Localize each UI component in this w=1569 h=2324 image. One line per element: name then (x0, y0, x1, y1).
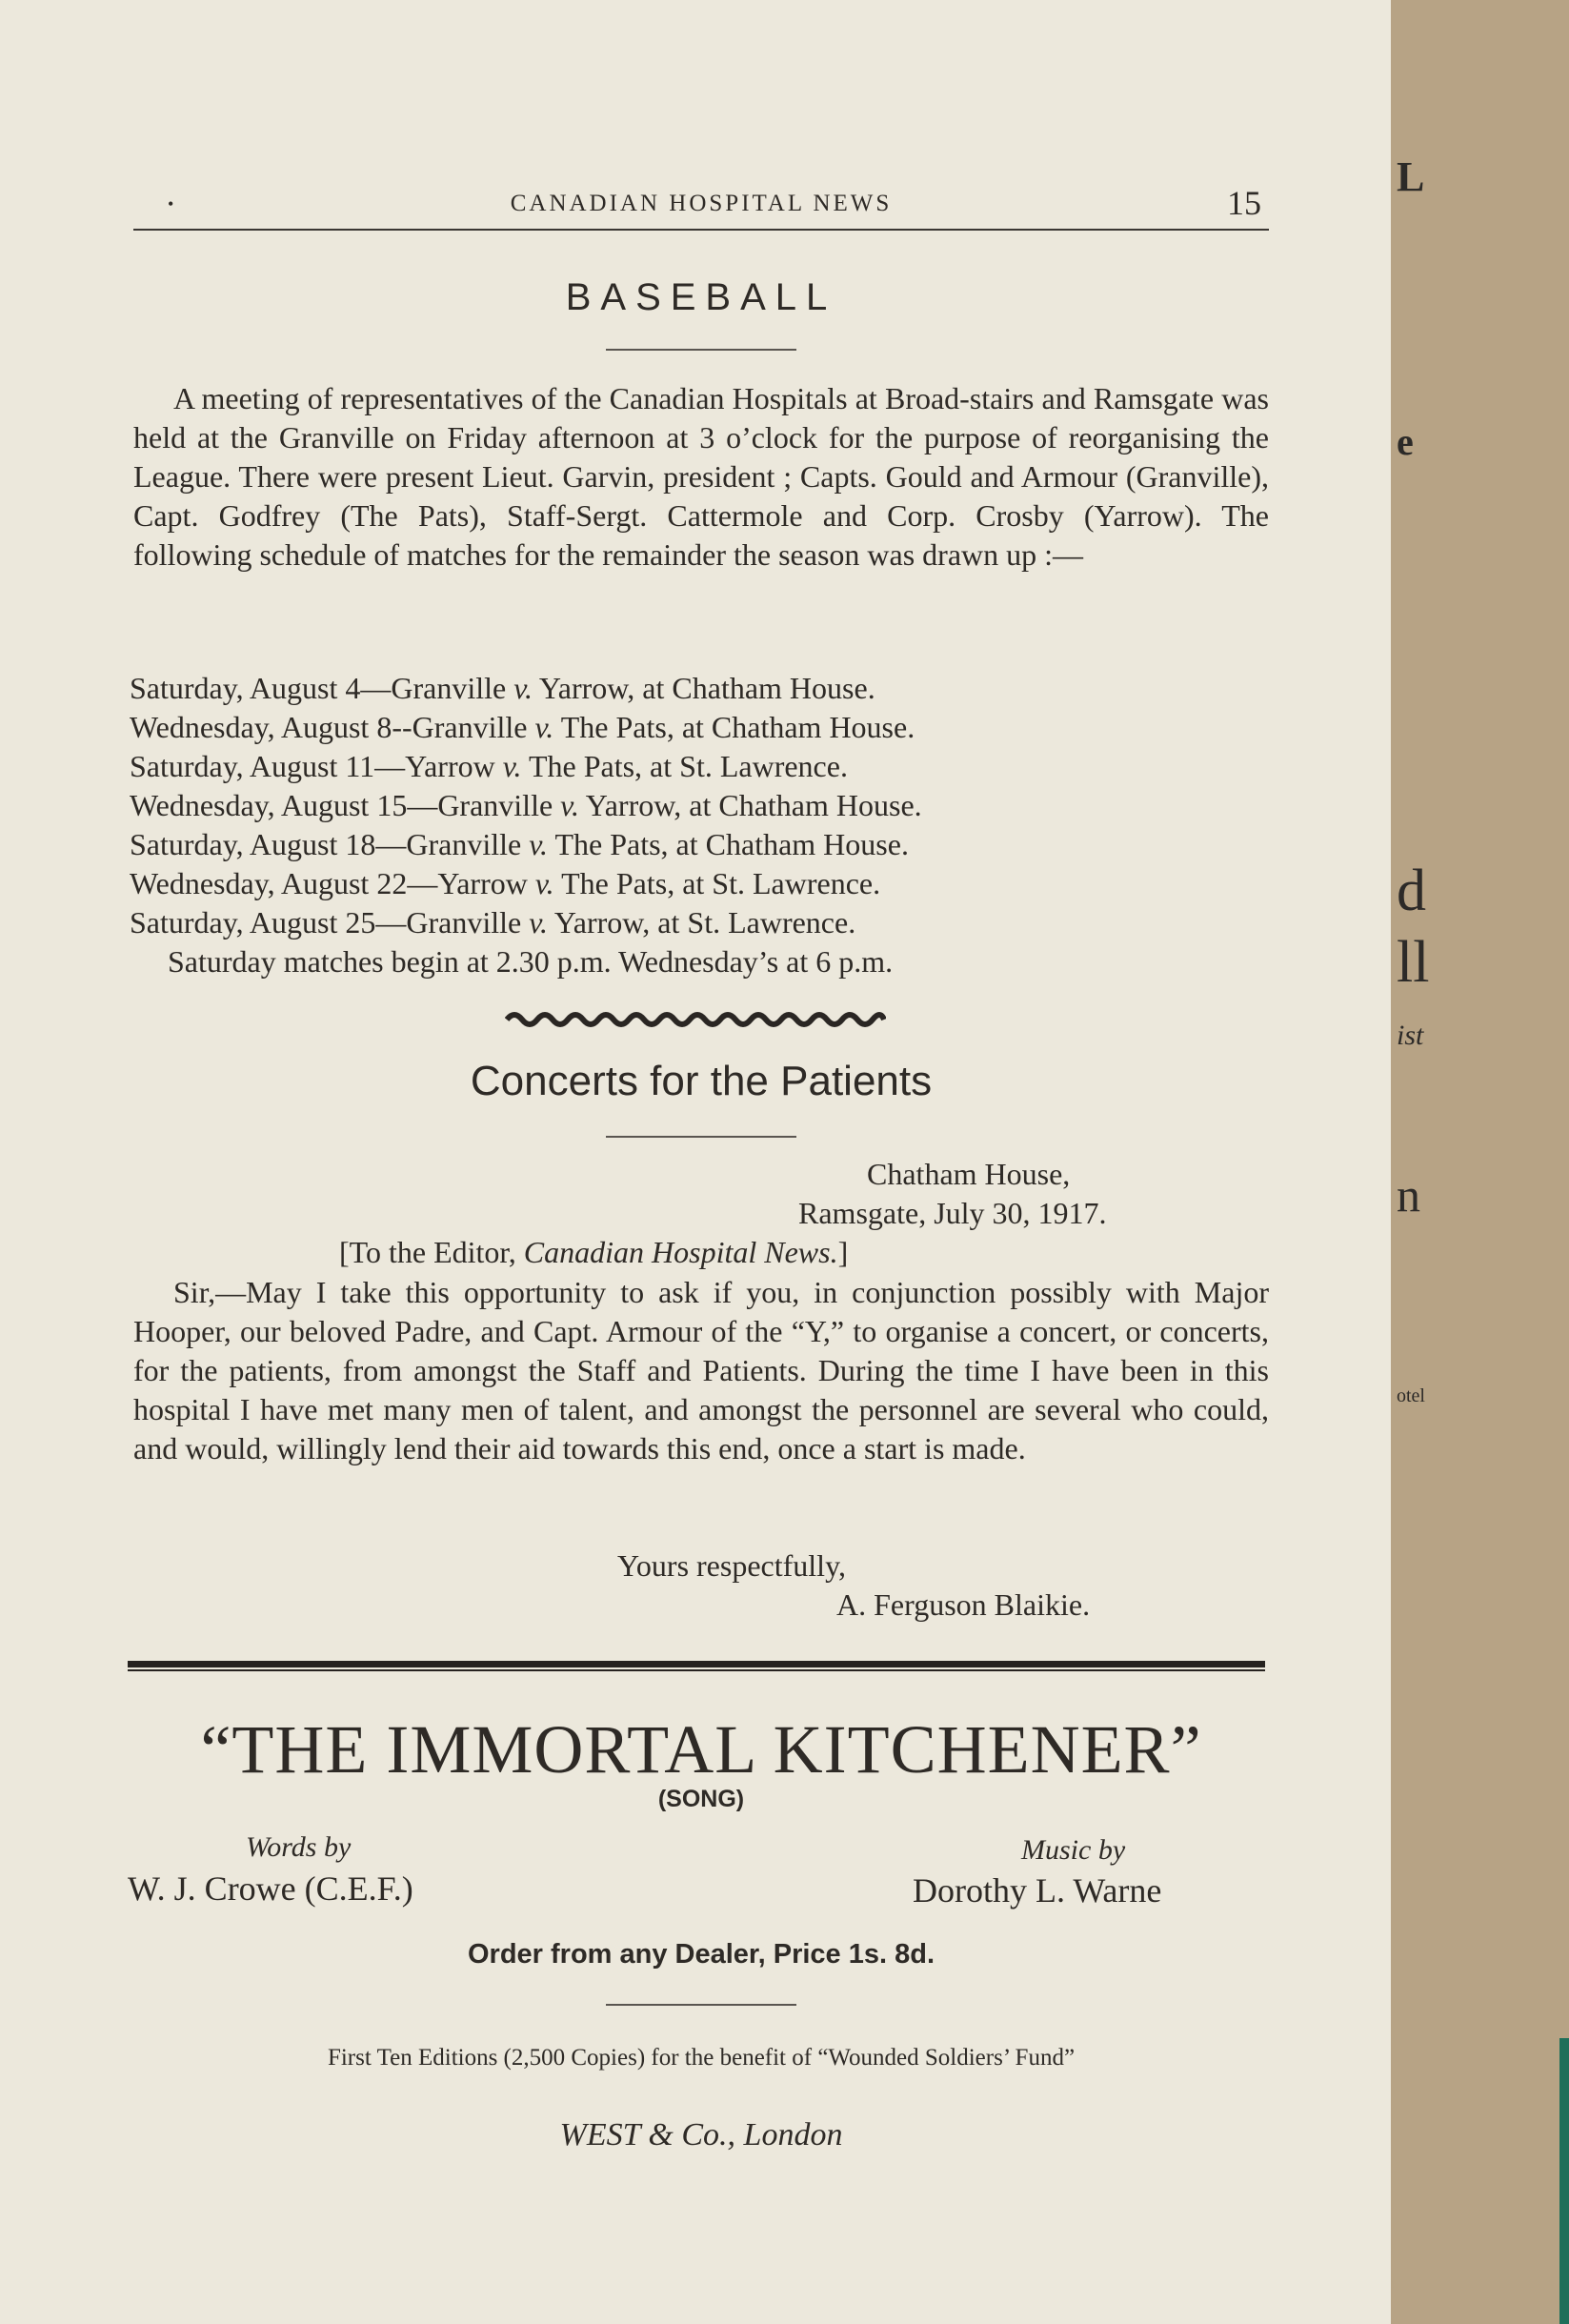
advert-divider (606, 2004, 796, 2006)
match-schedule (130, 669, 1311, 981)
bleed-fragment: ll (1397, 930, 1430, 995)
publisher-line: WEST & Co., London (559, 2117, 843, 2152)
publication-name: Canadian Hospital News. (523, 1235, 838, 1269)
header-dot: • (168, 194, 174, 213)
bleed-fragment: L (1397, 153, 1425, 200)
words-author: W. J. Crowe (C.E.F.) (128, 1869, 413, 1908)
schedule-row: Wednesday, August 8--Granville v. The Pats, at Chatham House. (130, 710, 915, 744)
concerts-heading: Concerts for the Patients (470, 1058, 933, 1104)
letter-address-line2: Ramsgate, July 30, 1917. (798, 1196, 1107, 1230)
schedule-row: Saturday, August 11—Yarrow v. The Pats, at St. Lawrence. (130, 749, 848, 783)
bleed-fragment: ist (1397, 1020, 1424, 1051)
advert-subtitle: (SONG) (657, 1786, 745, 1812)
bleed-fragment: otel (1397, 1385, 1425, 1406)
music-caption: Music by (1021, 1834, 1126, 1866)
words-caption: Words by (246, 1831, 352, 1863)
baseball-intro (133, 379, 1269, 575)
benefit-line: First Ten Editions (2,500 Copies) for the benefit of “Wounded Soldiers’ Fund” (327, 2045, 1076, 2071)
schedule-row: Saturday, August 18—Granville v. The Pats, at Chatham House. (130, 827, 909, 861)
schedule-note: Saturday matches begin at 2.30 p.m. Wednesday’s at 6 p.m. (168, 944, 894, 979)
schedule-row: Wednesday, August 22—Yarrow v. The Pats, at St. Lawrence. (130, 866, 881, 900)
schedule-row: Saturday, August 4—Granville v. Yarrow, at Chatham House. (130, 671, 875, 705)
advert-rule-thick (128, 1661, 1265, 1667)
letter-address-line1: Chatham House, (867, 1157, 1071, 1191)
schedule-row: Wednesday, August 15—Granville v. Yarrow, at Chatham House. (130, 788, 922, 822)
letter-body-text: Sir,—May I take this opportunity to ask if you, in conjunction possibly with Major Hooper, our beloved Padre, and Capt. Armour of the “Y,” to organise a concert, or concerts, for the patients, from amongst the Staff and Patients. During the time I have been in this hospital I have met many men of talent, and amongst the personnel are several who could, and would, willingly lend their aid towards this end, once a start is made. (133, 1275, 1269, 1465)
baseball-intro-text: A meeting of representatives of the Canadian Hospitals at Broad-stairs and Ramsgate was held at the Granville on Friday afternoon at 3 o’clock for the purpose of reorganising the League. There were present Lieut. Garvin, president ; Capts. Gould and Armour (Granville), Capt. Godfrey (The Pats), Staff-Sergt. Cattermole and Corp. Crosby (Yarrow). The following schedule of matches for the remainder the season was drawn up :— (133, 381, 1269, 572)
bleed-fragment: n (1397, 1168, 1420, 1222)
letter-addressee: [To the Editor, Canadian Hospital News.] (339, 1235, 849, 1269)
bleed-fragment: d (1397, 859, 1426, 923)
baseball-heading: BASEBALL (565, 276, 837, 318)
letter-body (133, 1273, 1269, 1468)
advert-rule-thin (128, 1669, 1265, 1671)
schedule-row: Saturday, August 25—Granville v. Yarrow, at St. Lawrence. (130, 905, 856, 940)
bleed-fragment: e (1397, 420, 1414, 463)
wavy-divider (505, 1008, 886, 1031)
heading-rule (606, 349, 796, 351)
page-number: 15 (1227, 184, 1261, 222)
running-header (133, 183, 1269, 231)
music-author: Dorothy L. Warne (913, 1871, 1162, 1910)
running-title: CANADIAN HOSPITAL NEWS (510, 191, 893, 216)
green-edge (1559, 2038, 1569, 2324)
adjacent-page-edge (1391, 0, 1569, 2324)
letter-signature: A. Ferguson Blaikie. (836, 1587, 1091, 1622)
order-line: Order from any Dealer, Price 1s. 8d. (467, 1939, 935, 1970)
heading-rule (606, 1136, 796, 1138)
advert-title: “THE IMMORTAL KITCHENER” (200, 1711, 1202, 1788)
letter-closing: Yours respectfully, (617, 1548, 846, 1583)
